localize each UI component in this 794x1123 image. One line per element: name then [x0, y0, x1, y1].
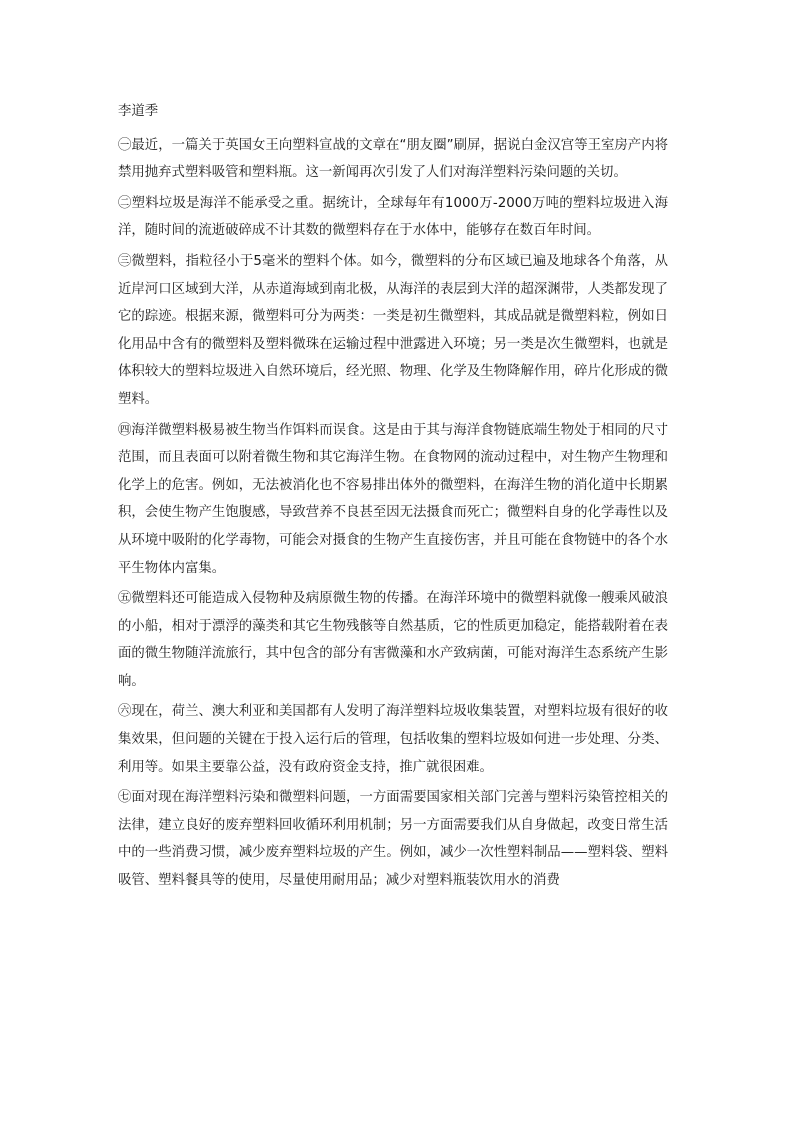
document-body [118, 98, 668, 898]
paragraph-2: ㊁塑料垃圾是海洋不能承受之重。据统计，全球每年有1000万-2000万吨的塑料垃圾进入海洋，随时间的流逝破碎成不计其数的微塑料存在于水体中，能够存在数百年时间。 [118, 195, 668, 239]
paragraph-7: ㊆面对现在海洋塑料污染和微塑料问题，一方面需要国家相关部门完善与塑料污染管控相关的法律，建立良好的废弃塑料回收循环利用机制；另一方面需要我们从自身做起，改变日常生活中的一些消费习惯，减少废弃塑料垃圾的产生。例如，减少一次性塑料制品——塑料袋、塑料吸管、塑料餐具等的使用，尽量使用耐用品；减少对塑料瓶装饮用水的消费 [118, 790, 668, 889]
paragraph-1: ㊀最近，一篇关于英国女王向塑料宣战的文章在“朋友圈”刷屏，据说白金汉宫等王室房产内将禁用抛弃式塑料吸管和塑料瓶。这一新闻再次引发了人们对海洋塑料污染问题的关切。 [118, 137, 668, 181]
paragraph-4: ㊃海洋微塑料极易被生物当作饵料而误食。这是由于其与海洋食物链底端生物处于相同的尺寸范围，而且表面可以附着微生物和其它海洋生物。在食物网的流动过程中，对生物产生物理和化学上的危害。例如，无法被消化也不容易排出体外的微塑料，在海洋生物的消化道中长期累积，会使生物产生饱腹感，导致营养不良甚至因无法摄食而死亡；微塑料自身的化学毒性以及从环境中吸附的化学毒物，可能会对摄食的生物产生直接伤害，并且可能在食物链中的各个水平生物体内富集。 [118, 422, 668, 576]
paragraph-6: ㊅现在，荷兰、澳大利亚和美国都有人发明了海洋塑料垃圾收集装置，对塑料垃圾有很好的收集效果，但问题的关键在于投入运行后的管理，包括收集的塑料垃圾如何进一步处理、分类、利用等。如果主要靠公益，没有政府资金支持，推广就很困难。 [118, 704, 668, 775]
author-name: 李道季 [118, 104, 159, 119]
paragraph-3: ㊂微塑料，指粒径小于5毫米的塑料个体。如今，微塑料的分布区域已遍及地球各个角落，从近岸河口区域到大洋，从赤道海域到南北极，从海洋的表层到大洋的超深渊带，人类都发现了它的踪迹。根据来源，微塑料可分为两类：一类是初生微塑料，其成品就是微塑料粒，例如日化用品中含有的微塑料及塑料微珠在运输过程中泄露进入环境；另一类是次生微塑料，也就是体积较大的塑料垃圾进入自然环境后，经光照、物理、化学及生物降解作用，碎片化形成的微塑料。 [118, 253, 668, 407]
paragraph-5: ㊄微塑料还可能造成入侵物种及病原微生物的传播。在海洋环境中的微塑料就像一艘乘风破浪的小船，相对于漂浮的藻类和其它生物残骸等自然基质，它的性质更加稳定，能搭载附着在表面的微生物随洋流旅行，其中包含的部分有害微藻和水产致病菌，可能对海洋生态系统产生影响。 [118, 591, 668, 689]
